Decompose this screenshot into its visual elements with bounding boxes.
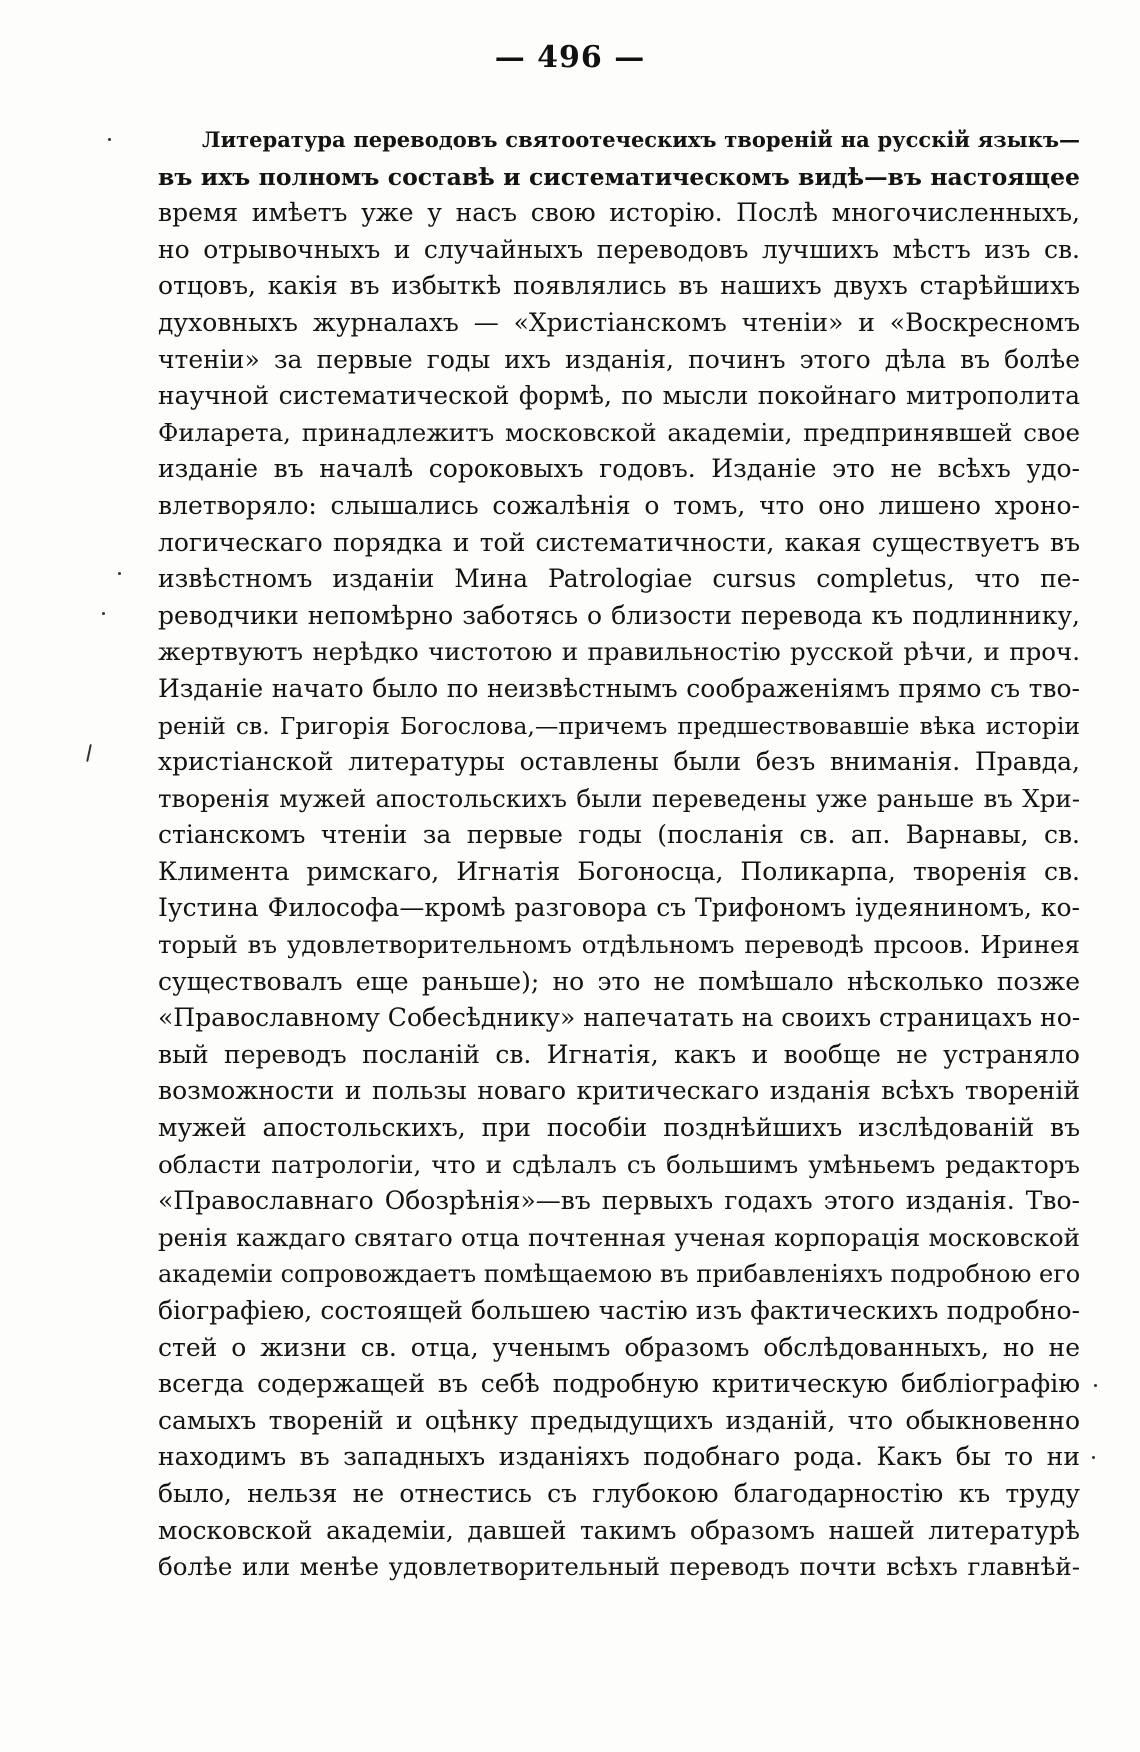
text-line: біографіею, состоящей большею частію изъ фактическихъ подробно- bbox=[158, 1296, 1080, 1325]
ink-speck bbox=[1092, 1456, 1095, 1459]
text-line: влетворяло: слышались сожалѣнія о томъ, что оно лишено хроно- bbox=[158, 490, 1080, 520]
text-line: но отрывочныхъ и случайныхъ переводовъ лучшихъ мѣстъ изъ св. bbox=[158, 234, 1080, 264]
body-text bbox=[158, 122, 1080, 1586]
text-line: академіи сопровождаетъ помѣщаемою въ прибавленіяхъ подробною его bbox=[158, 1260, 1080, 1289]
text-line: чтеніи» за первые годы ихъ изданія, починъ этого дѣла въ болѣе bbox=[158, 344, 1080, 374]
text-line: стіанскомъ чтеніи за первые годы (посланія св. ап. Варнавы, св. bbox=[158, 820, 1080, 850]
text-line: московской академіи, давшей такимъ образомъ нашей литературѣ bbox=[158, 1515, 1080, 1545]
text-line: Филарета, принадлежитъ московской академіи, предпринявшей свое bbox=[158, 417, 1080, 447]
text-line: отцовъ, какія въ избыткѣ появлялись въ нашихъ двухъ старѣйшихъ bbox=[158, 271, 1080, 301]
ink-speck bbox=[108, 138, 111, 141]
text-line: творенія мужей апостольскихъ были переведены уже раньше въ Хри- bbox=[158, 783, 1080, 813]
text-line: реній св. Григорія Богослова,—причемъ предшествовавшіе вѣка исторіи bbox=[158, 711, 1080, 740]
page-number: — 496 — bbox=[494, 40, 646, 75]
text-line: Изданіе начато было по неизвѣстнымъ соображеніямъ прямо съ тво- bbox=[158, 673, 1080, 703]
text-line: духовныхъ журналахъ — «Христіанскомъ чтеніи» и «Воскресномъ bbox=[158, 307, 1080, 337]
text-line: мужей апостольскихъ, при пособіи позднѣйшихъ изслѣдованій въ bbox=[158, 1113, 1080, 1143]
text-line: въ ихъ полномъ составѣ и систематическомъ видѣ—въ настоящее bbox=[158, 162, 1080, 191]
text-line: области патрологіи, что и сдѣлалъ съ большимъ умѣньемъ редакторъ bbox=[158, 1149, 1080, 1179]
text-line: Климента римскаго, Игнатія Богоносца, Поликарпа, творенія св. bbox=[158, 856, 1080, 886]
text-line: стей о жизни св. отца, ученымъ образомъ обслѣдованныхъ, но не bbox=[158, 1332, 1080, 1362]
text-line: реводчики непомѣрно заботясь о близости перевода къ подлиннику, bbox=[158, 600, 1080, 630]
ink-speck bbox=[1094, 1384, 1097, 1387]
ink-speck bbox=[86, 744, 92, 762]
text-line: самыхъ твореній и оцѣнку предыдущихъ изданій, что обыкновенно bbox=[158, 1405, 1080, 1435]
text-line: христіанской литературы оставлены были безъ вниманія. Правда, bbox=[158, 747, 1080, 777]
text-line: научной систематической формѣ, по мысли покойнаго митрополита bbox=[158, 381, 1080, 411]
text-line: извѣстномъ изданіи Мина Patrologiae cursus completus, что пе- bbox=[158, 564, 1080, 594]
text-line: существовалъ еще раньше); но это не помѣшало нѣсколько позже bbox=[158, 966, 1080, 996]
text-line: «Православному Собесѣднику» напечатать на своихъ страницахъ но- bbox=[158, 1003, 1080, 1033]
text-line: «Православнаго Обозрѣнія»—въ первыхъ годахъ этого изданія. Тво- bbox=[158, 1186, 1080, 1216]
text-line: время имѣетъ уже у насъ свою исторію. Послѣ многочисленныхъ, bbox=[158, 198, 1080, 228]
text-line: находимъ въ западныхъ изданіяхъ подобнаго рода. Какъ бы то ни bbox=[158, 1442, 1080, 1472]
text-line: торый въ удовлетворительномъ отдѣльномъ переводѣ прсоов. Иринея bbox=[158, 930, 1080, 960]
text-line: Іустина Философа—кромѣ разговора съ Трифономъ іудеяниномъ, ко- bbox=[158, 893, 1080, 923]
text-line: вый переводъ посланій св. Игнатія, какъ и вообще не устраняло bbox=[158, 1039, 1080, 1069]
text-line: логическаго порядка и той систематичности, какая существуетъ въ bbox=[158, 527, 1080, 557]
text-line: болѣе или менѣе удовлетворительный переводъ почти всѣхъ главнѣй- bbox=[158, 1552, 1080, 1582]
text-line: ренія каждаго святаго отца почтенная ученая корпорація московской bbox=[158, 1222, 1080, 1252]
text-line: возможности и пользы новаго критическаго изданія всѣхъ твореній bbox=[158, 1076, 1080, 1106]
text-line: Литература переводовъ святоотеческихъ твореній на русскій языкъ— bbox=[202, 127, 1080, 152]
ink-speck bbox=[118, 572, 121, 575]
text-line: жертвуютъ нерѣдко чистотою и правильностію русской рѣчи, и проч. bbox=[158, 637, 1080, 667]
text-line: было, нельзя не отнестись съ глубокою благодарностію къ труду bbox=[158, 1478, 1080, 1508]
text-line: изданіе въ началѣ сороковыхъ годовъ. Изданіе это не всѣхъ удо- bbox=[158, 454, 1080, 484]
text-line: всегда содержащей въ себѣ подробную критическую библіографію bbox=[158, 1369, 1080, 1399]
ink-speck bbox=[102, 612, 105, 615]
